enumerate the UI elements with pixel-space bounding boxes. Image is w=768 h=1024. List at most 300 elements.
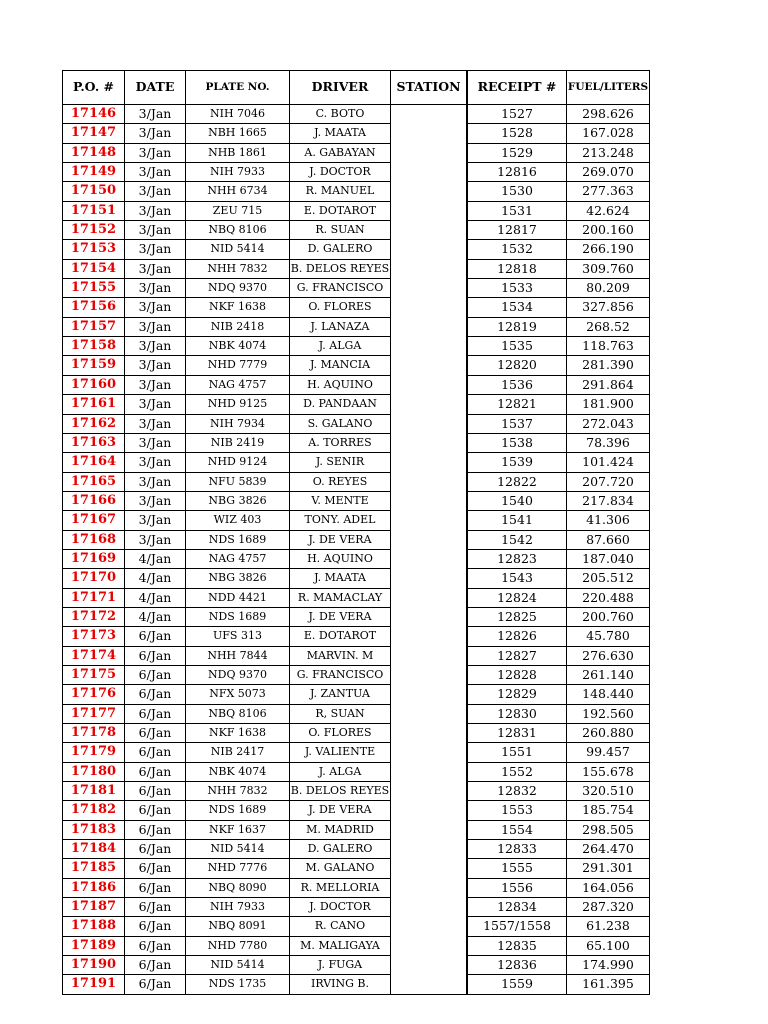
fuel-cell: 167.028 xyxy=(567,124,650,143)
receipt-cell: 12824 xyxy=(468,588,567,607)
date-cell: 6/Jan xyxy=(125,782,186,801)
table-row xyxy=(63,259,650,278)
receipt-cell: 1552 xyxy=(468,762,567,781)
po-cell: 17152 xyxy=(63,221,125,240)
driver-cell: V. MENTE xyxy=(290,491,391,510)
plate-cell: NBK 4074 xyxy=(186,762,290,781)
fuel-cell: 309.760 xyxy=(567,259,650,278)
table-row xyxy=(63,724,650,743)
fuel-cell: 272.043 xyxy=(567,414,650,433)
fuel-cell: 78.396 xyxy=(567,433,650,452)
driver-cell: J. DE VERA xyxy=(290,530,391,549)
po-cell: 17174 xyxy=(63,646,125,665)
po-cell: 17158 xyxy=(63,337,125,356)
driver-cell: B. DELOS REYES xyxy=(290,782,391,801)
date-cell: 3/Jan xyxy=(125,221,186,240)
po-cell: 17163 xyxy=(63,433,125,452)
table-row xyxy=(63,337,650,356)
po-cell: 17185 xyxy=(63,859,125,878)
date-cell: 3/Jan xyxy=(125,356,186,375)
receipt-cell: 12821 xyxy=(468,395,567,414)
po-cell: 17162 xyxy=(63,414,125,433)
station-cell xyxy=(391,201,467,220)
receipt-cell: 1538 xyxy=(468,433,567,452)
fuel-cell: 327.856 xyxy=(567,298,650,317)
driver-cell: J. VALIENTE xyxy=(290,743,391,762)
table-row xyxy=(63,491,650,510)
receipt-cell: 12836 xyxy=(468,956,567,975)
date-cell: 6/Jan xyxy=(125,878,186,897)
table-row xyxy=(63,395,650,414)
station-cell xyxy=(391,859,467,878)
plate-cell: NDS 1689 xyxy=(186,801,290,820)
po-cell: 17161 xyxy=(63,395,125,414)
date-cell: 3/Jan xyxy=(125,511,186,530)
receipt-cell: 1542 xyxy=(468,530,567,549)
po-cell: 17153 xyxy=(63,240,125,259)
fuel-cell: 164.056 xyxy=(567,878,650,897)
driver-cell: E. DOTAROT xyxy=(290,627,391,646)
driver-cell: J. DE VERA xyxy=(290,607,391,626)
fuel-cell: 174.990 xyxy=(567,956,650,975)
station-cell xyxy=(391,743,467,762)
date-cell: 6/Jan xyxy=(125,627,186,646)
plate-cell: UFS 313 xyxy=(186,627,290,646)
station-cell xyxy=(391,549,467,568)
receipt-cell: 1539 xyxy=(468,453,567,472)
receipt-cell: 12827 xyxy=(468,646,567,665)
col-header-plate: PLATE NO. xyxy=(186,71,290,105)
receipt-cell: 1540 xyxy=(468,491,567,510)
plate-cell: NKF 1637 xyxy=(186,820,290,839)
driver-cell: R. MAMACLAY xyxy=(290,588,391,607)
table-row xyxy=(63,840,650,859)
station-cell xyxy=(391,840,467,859)
plate-cell: NIH 7046 xyxy=(186,105,290,124)
plate-cell: NDS 1689 xyxy=(186,530,290,549)
po-cell: 17156 xyxy=(63,298,125,317)
station-cell xyxy=(391,163,467,182)
date-cell: 3/Jan xyxy=(125,453,186,472)
station-cell xyxy=(391,917,467,936)
receipt-cell: 1551 xyxy=(468,743,567,762)
station-cell xyxy=(391,878,467,897)
fuel-cell: 87.660 xyxy=(567,530,650,549)
fuel-cell: 155.678 xyxy=(567,762,650,781)
driver-cell: H. AQUINO xyxy=(290,375,391,394)
plate-cell: NDQ 9370 xyxy=(186,665,290,684)
plate-cell: NDQ 9370 xyxy=(186,279,290,298)
date-cell: 6/Jan xyxy=(125,646,186,665)
date-cell: 3/Jan xyxy=(125,395,186,414)
date-cell: 6/Jan xyxy=(125,975,186,994)
plate-cell: NBQ 8106 xyxy=(186,221,290,240)
driver-cell: O. FLORES xyxy=(290,298,391,317)
driver-cell: O. FLORES xyxy=(290,724,391,743)
receipt-cell: 12835 xyxy=(468,936,567,955)
receipt-cell: 12828 xyxy=(468,665,567,684)
plate-cell: NHH 7832 xyxy=(186,782,290,801)
plate-cell: NDS 1735 xyxy=(186,975,290,994)
fuel-cell: 61.238 xyxy=(567,917,650,936)
table-row xyxy=(63,685,650,704)
fuel-cell: 281.390 xyxy=(567,356,650,375)
col-header-driver: DRIVER xyxy=(290,71,391,105)
table-row xyxy=(63,201,650,220)
receipt-cell: 1555 xyxy=(468,859,567,878)
plate-cell: NBK 4074 xyxy=(186,337,290,356)
station-cell xyxy=(391,124,467,143)
fuel-cell: 260.880 xyxy=(567,724,650,743)
station-cell xyxy=(391,240,467,259)
driver-cell: C. BOTO xyxy=(290,105,391,124)
po-cell: 17150 xyxy=(63,182,125,201)
station-cell xyxy=(391,607,467,626)
date-cell: 3/Jan xyxy=(125,163,186,182)
driver-cell: IRVING B. xyxy=(290,975,391,994)
driver-cell: J. MAATA xyxy=(290,124,391,143)
col-header-receipt: RECEIPT # xyxy=(468,71,567,105)
date-cell: 3/Jan xyxy=(125,472,186,491)
table-row xyxy=(63,124,650,143)
table-row xyxy=(63,240,650,259)
driver-cell: H. AQUINO xyxy=(290,549,391,568)
fuel-cell: 42.624 xyxy=(567,201,650,220)
driver-cell: E. DOTAROT xyxy=(290,201,391,220)
station-cell xyxy=(391,491,467,510)
po-cell: 17157 xyxy=(63,317,125,336)
po-cell: 17171 xyxy=(63,588,125,607)
date-cell: 3/Jan xyxy=(125,337,186,356)
fuel-cell: 187.040 xyxy=(567,549,650,568)
po-cell: 17168 xyxy=(63,530,125,549)
plate-cell: NHB 1861 xyxy=(186,143,290,162)
plate-cell: NBG 3826 xyxy=(186,491,290,510)
po-cell: 17173 xyxy=(63,627,125,646)
po-cell: 17176 xyxy=(63,685,125,704)
date-cell: 3/Jan xyxy=(125,433,186,452)
table-row xyxy=(63,627,650,646)
po-cell: 17164 xyxy=(63,453,125,472)
fuel-cell: 45.780 xyxy=(567,627,650,646)
date-cell: 3/Jan xyxy=(125,105,186,124)
table-row xyxy=(63,279,650,298)
driver-cell: M. GALANO xyxy=(290,859,391,878)
fuel-cell: 205.512 xyxy=(567,569,650,588)
po-cell: 17160 xyxy=(63,375,125,394)
station-cell xyxy=(391,820,467,839)
po-cell: 17169 xyxy=(63,549,125,568)
receipt-cell: 1532 xyxy=(468,240,567,259)
receipt-cell: 1554 xyxy=(468,820,567,839)
driver-cell: D. GALERO xyxy=(290,840,391,859)
po-cell: 17186 xyxy=(63,878,125,897)
po-cell: 17167 xyxy=(63,511,125,530)
fuel-cell: 261.140 xyxy=(567,665,650,684)
header-row xyxy=(63,71,650,105)
driver-cell: J. ALGA xyxy=(290,337,391,356)
date-cell: 6/Jan xyxy=(125,859,186,878)
station-cell xyxy=(391,685,467,704)
fuel-cell: 264.470 xyxy=(567,840,650,859)
driver-cell: G. FRANCISCO xyxy=(290,279,391,298)
plate-cell: NFX 5073 xyxy=(186,685,290,704)
driver-cell: J. ALGA xyxy=(290,762,391,781)
plate-cell: NBQ 8091 xyxy=(186,917,290,936)
station-cell xyxy=(391,105,467,124)
plate-cell: NHH 7844 xyxy=(186,646,290,665)
fuel-cell: 80.209 xyxy=(567,279,650,298)
driver-cell: J. MAATA xyxy=(290,569,391,588)
date-cell: 3/Jan xyxy=(125,491,186,510)
date-cell: 6/Jan xyxy=(125,936,186,955)
table-row xyxy=(63,665,650,684)
station-cell xyxy=(391,182,467,201)
date-cell: 6/Jan xyxy=(125,685,186,704)
table-row xyxy=(63,143,650,162)
fuel-cell: 207.720 xyxy=(567,472,650,491)
receipt-cell: 12825 xyxy=(468,607,567,626)
col-header-fuel: FUEL/LITERS xyxy=(567,71,650,105)
po-cell: 17175 xyxy=(63,665,125,684)
po-cell: 17147 xyxy=(63,124,125,143)
table-row xyxy=(63,878,650,897)
receipt-cell: 1557/1558 xyxy=(468,917,567,936)
plate-cell: NHH 7832 xyxy=(186,259,290,278)
driver-cell: D. PANDAAN xyxy=(290,395,391,414)
driver-cell: S. GALANO xyxy=(290,414,391,433)
table-row xyxy=(63,859,650,878)
fuel-cell: 277.363 xyxy=(567,182,650,201)
fuel-cell: 320.510 xyxy=(567,782,650,801)
station-cell xyxy=(391,433,467,452)
po-cell: 17149 xyxy=(63,163,125,182)
date-cell: 4/Jan xyxy=(125,607,186,626)
plate-cell: NHD 9125 xyxy=(186,395,290,414)
date-cell: 4/Jan xyxy=(125,588,186,607)
fuel-cell: 118.763 xyxy=(567,337,650,356)
table-row xyxy=(63,569,650,588)
table-row xyxy=(63,298,650,317)
receipt-cell: 1531 xyxy=(468,201,567,220)
date-cell: 4/Jan xyxy=(125,569,186,588)
station-cell xyxy=(391,782,467,801)
po-cell: 17146 xyxy=(63,105,125,124)
station-cell xyxy=(391,627,467,646)
plate-cell: NAG 4757 xyxy=(186,375,290,394)
station-cell xyxy=(391,337,467,356)
receipt-cell: 1536 xyxy=(468,375,567,394)
station-cell xyxy=(391,588,467,607)
date-cell: 6/Jan xyxy=(125,840,186,859)
fuel-cell: 291.301 xyxy=(567,859,650,878)
table-row xyxy=(63,317,650,336)
receipt-cell: 12834 xyxy=(468,898,567,917)
plate-cell: NHD 7776 xyxy=(186,859,290,878)
station-cell xyxy=(391,221,467,240)
fuel-cell: 65.100 xyxy=(567,936,650,955)
table-row xyxy=(63,472,650,491)
station-cell xyxy=(391,356,467,375)
station-cell xyxy=(391,317,467,336)
plate-cell: NIH 7934 xyxy=(186,414,290,433)
fuel-cell: 268.52 xyxy=(567,317,650,336)
plate-cell: NIH 7933 xyxy=(186,898,290,917)
station-cell xyxy=(391,395,467,414)
driver-cell: J. MANCIA xyxy=(290,356,391,375)
date-cell: 3/Jan xyxy=(125,530,186,549)
plate-cell: NHD 7780 xyxy=(186,936,290,955)
table-row xyxy=(63,375,650,394)
receipt-cell: 1541 xyxy=(468,511,567,530)
po-cell: 17155 xyxy=(63,279,125,298)
table-row xyxy=(63,588,650,607)
driver-cell: R. CANO xyxy=(290,917,391,936)
station-cell xyxy=(391,453,467,472)
receipt-cell: 1535 xyxy=(468,337,567,356)
date-cell: 3/Jan xyxy=(125,259,186,278)
date-cell: 3/Jan xyxy=(125,182,186,201)
fuel-cell: 192.560 xyxy=(567,704,650,723)
plate-cell: NBH 1665 xyxy=(186,124,290,143)
fuel-cell: 298.626 xyxy=(567,105,650,124)
po-cell: 17191 xyxy=(63,975,125,994)
po-cell: 17181 xyxy=(63,782,125,801)
driver-cell: G. FRANCISCO xyxy=(290,665,391,684)
po-cell: 17189 xyxy=(63,936,125,955)
table-row xyxy=(63,433,650,452)
table-row xyxy=(63,221,650,240)
fuel-cell: 269.070 xyxy=(567,163,650,182)
driver-cell: R. SUAN xyxy=(290,221,391,240)
station-cell xyxy=(391,298,467,317)
po-cell: 17154 xyxy=(63,259,125,278)
po-cell: 17187 xyxy=(63,898,125,917)
table-row xyxy=(63,414,650,433)
receipt-cell: 12833 xyxy=(468,840,567,859)
po-cell: 17166 xyxy=(63,491,125,510)
driver-cell: M. MADRID xyxy=(290,820,391,839)
plate-cell: NHD 7779 xyxy=(186,356,290,375)
station-cell xyxy=(391,414,467,433)
table-row xyxy=(63,801,650,820)
receipt-cell: 12816 xyxy=(468,163,567,182)
receipt-cell: 12823 xyxy=(468,549,567,568)
driver-cell: TONY. ADEL xyxy=(290,511,391,530)
date-cell: 3/Jan xyxy=(125,240,186,259)
driver-cell: J. LANAZA xyxy=(290,317,391,336)
po-cell: 17182 xyxy=(63,801,125,820)
driver-cell: J. DOCTOR xyxy=(290,163,391,182)
col-header-date: DATE xyxy=(125,71,186,105)
date-cell: 4/Jan xyxy=(125,549,186,568)
fuel-cell: 266.190 xyxy=(567,240,650,259)
table-row xyxy=(63,820,650,839)
driver-cell: J. SENIR xyxy=(290,453,391,472)
plate-cell: NBG 3826 xyxy=(186,569,290,588)
fuel-cell: 220.488 xyxy=(567,588,650,607)
fuel-cell: 181.900 xyxy=(567,395,650,414)
receipt-cell: 12826 xyxy=(468,627,567,646)
date-cell: 3/Jan xyxy=(125,375,186,394)
date-cell: 3/Jan xyxy=(125,317,186,336)
plate-cell: NIB 2419 xyxy=(186,433,290,452)
date-cell: 6/Jan xyxy=(125,956,186,975)
receipt-cell: 1553 xyxy=(468,801,567,820)
station-cell xyxy=(391,279,467,298)
table-row xyxy=(63,182,650,201)
date-cell: 3/Jan xyxy=(125,414,186,433)
plate-cell: NID 5414 xyxy=(186,956,290,975)
po-cell: 17184 xyxy=(63,840,125,859)
driver-cell: M. MALIGAYA xyxy=(290,936,391,955)
station-cell xyxy=(391,724,467,743)
receipt-cell: 12818 xyxy=(468,259,567,278)
station-cell xyxy=(391,704,467,723)
station-cell xyxy=(391,530,467,549)
driver-cell: D. GALERO xyxy=(290,240,391,259)
fuel-cell: 185.754 xyxy=(567,801,650,820)
fuel-cell: 287.320 xyxy=(567,898,650,917)
station-cell xyxy=(391,472,467,491)
date-cell: 3/Jan xyxy=(125,143,186,162)
fuel-cell: 291.864 xyxy=(567,375,650,394)
driver-cell: R. MANUEL xyxy=(290,182,391,201)
receipt-cell: 1533 xyxy=(468,279,567,298)
receipt-cell: 1559 xyxy=(468,975,567,994)
table-row xyxy=(63,704,650,723)
po-cell: 17190 xyxy=(63,956,125,975)
table-row xyxy=(63,975,650,994)
driver-cell: R. MELLORIA xyxy=(290,878,391,897)
receipt-cell: 12832 xyxy=(468,782,567,801)
driver-cell: B. DELOS REYES xyxy=(290,259,391,278)
po-cell: 17183 xyxy=(63,820,125,839)
table-row xyxy=(63,607,650,626)
table-row xyxy=(63,646,650,665)
date-cell: 6/Jan xyxy=(125,801,186,820)
receipt-cell: 1537 xyxy=(468,414,567,433)
fuel-cell: 276.630 xyxy=(567,646,650,665)
driver-cell: J. DOCTOR xyxy=(290,898,391,917)
receipt-cell: 1534 xyxy=(468,298,567,317)
date-cell: 3/Jan xyxy=(125,124,186,143)
date-cell: 6/Jan xyxy=(125,820,186,839)
date-cell: 3/Jan xyxy=(125,201,186,220)
fuel-cell: 161.395 xyxy=(567,975,650,994)
plate-cell: NBQ 8090 xyxy=(186,878,290,897)
table-row xyxy=(63,105,650,124)
station-cell xyxy=(391,956,467,975)
receipt-cell: 12819 xyxy=(468,317,567,336)
plate-cell: NFU 5839 xyxy=(186,472,290,491)
fuel-cell: 41.306 xyxy=(567,511,650,530)
plate-cell: NDD 4421 xyxy=(186,588,290,607)
date-cell: 3/Jan xyxy=(125,298,186,317)
plate-cell: WIZ 403 xyxy=(186,511,290,530)
plate-cell: NHH 6734 xyxy=(186,182,290,201)
fuel-cell: 298.505 xyxy=(567,820,650,839)
receipt-cell: 1543 xyxy=(468,569,567,588)
receipt-cell: 1529 xyxy=(468,143,567,162)
po-cell: 17165 xyxy=(63,472,125,491)
table-row xyxy=(63,163,650,182)
table-row xyxy=(63,762,650,781)
po-cell: 17170 xyxy=(63,569,125,588)
fuel-log-table xyxy=(62,70,650,995)
fuel-cell: 200.160 xyxy=(567,221,650,240)
fuel-cell: 148.440 xyxy=(567,685,650,704)
